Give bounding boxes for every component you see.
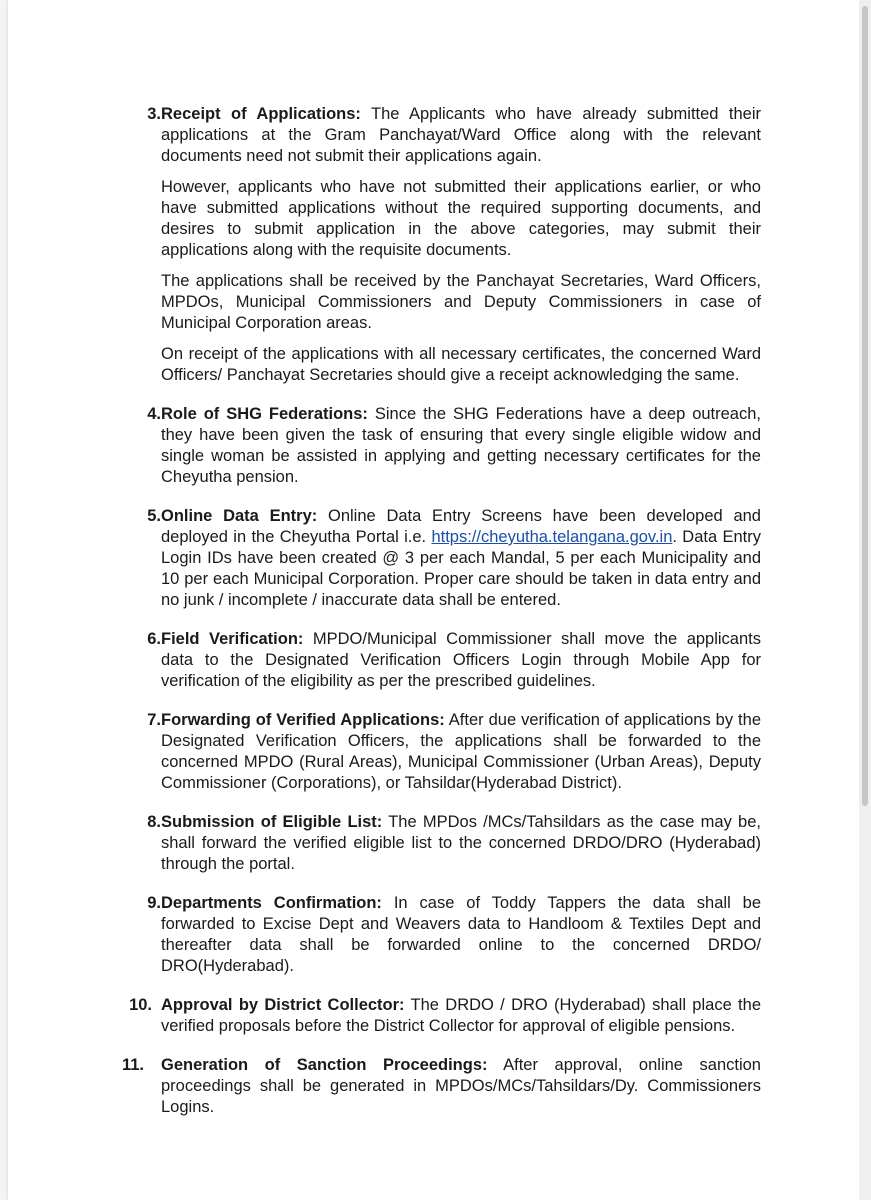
item-paragraph bbox=[161, 812, 761, 875]
item-body: Online Data Entry Screens have been developed and deployed in the Cheyutha Portal i.e. bbox=[161, 507, 761, 546]
list-item-6 bbox=[8, 629, 859, 692]
item-heading: Receipt of Applications: bbox=[161, 105, 361, 123]
list-item-11 bbox=[8, 1055, 859, 1118]
scrollbar-thumb[interactable] bbox=[862, 6, 868, 806]
item-heading: Approval by District Collector: bbox=[161, 996, 405, 1014]
item-number: 11. bbox=[121, 1056, 144, 1074]
item-body: Since the SHG Federations have a deep outreach, they have been given the task of ensuring that every single eligible widow and single woman be assisted in applying and getting necessary certificates for the Cheyutha pension. bbox=[161, 405, 761, 486]
item-body: The Applicants who have already submitted their applications at the Gram Panchayat/Ward Office along with the relevant documents need not submit their applications again. bbox=[161, 105, 761, 165]
item-paragraph bbox=[161, 506, 761, 611]
item-body: The MPDos /MCs/Tahsildars as the case may be, shall forward the verified eligible list to the concerned DRDO/DRO (Hyderabad) through the portal. bbox=[161, 813, 761, 873]
document-page bbox=[8, 0, 859, 1200]
item-number: 3. bbox=[147, 105, 161, 123]
portal-link[interactable]: https://cheyutha.telangana.gov.in bbox=[431, 528, 673, 546]
item-heading: Submission of Eligible List: bbox=[161, 813, 383, 831]
item-paragraph bbox=[161, 404, 761, 488]
item-number: 10. bbox=[129, 996, 152, 1014]
item-number: 7. bbox=[147, 711, 161, 729]
list-item-10 bbox=[8, 995, 859, 1037]
list-item-7 bbox=[8, 710, 859, 794]
item-number: 8. bbox=[147, 813, 161, 831]
item-paragraph bbox=[161, 1055, 761, 1118]
scrollbar-track[interactable] bbox=[859, 0, 871, 1200]
item-heading: Forwarding of Verified Applications: bbox=[161, 711, 445, 729]
item-paragraph bbox=[161, 629, 761, 692]
list-item-9 bbox=[8, 893, 859, 977]
item-heading: Departments Confirmation: bbox=[161, 894, 382, 912]
list-item-8 bbox=[8, 812, 859, 875]
item-body: . Data Entry Login IDs have been created @ 3 per each Mandal, 5 per each Municipality and 10 per each Municipal Corporation. Proper care should be taken in data entry and no junk / incomplete / inaccurate data shall be entered. bbox=[161, 528, 761, 609]
item-paragraph bbox=[161, 710, 761, 794]
item-body: In case of Toddy Tappers the data shall be forwarded to Excise Dept and Weavers data to Handloom & Textiles Dept and thereafter data shall be forwarded online to the concerned DRDO/ DRO(Hyderabad). bbox=[161, 894, 761, 975]
item-number: 4. bbox=[147, 405, 161, 423]
item-number: 6. bbox=[147, 630, 161, 648]
item-paragraph bbox=[161, 104, 761, 167]
item-paragraph-extra: On receipt of the applications with all necessary certificates, the concerned Ward Officers/ Panchayat Secretaries should give a receipt acknowledging the same. bbox=[161, 345, 761, 384]
item-body: The DRDO / DRO (Hyderabad) shall place the verified proposals before the District Collector for approval of eligible pensions. bbox=[161, 996, 761, 1035]
item-paragraph-extra: However, applicants who have not submitted their applications earlier, or who have submitted applications without the required supporting documents, and desires to submit application in the above categories, may submit their applications along with the requisite documents. bbox=[161, 178, 761, 259]
item-number: 9. bbox=[147, 894, 161, 912]
item-body: MPDO/Municipal Commissioner shall move the applicants data to the Designated Verification Officers Login through Mobile App for verification of the eligibility as per the prescribed guidelines. bbox=[161, 630, 761, 690]
list-item-3 bbox=[8, 104, 859, 386]
item-heading: Field Verification: bbox=[161, 630, 304, 648]
item-paragraph bbox=[161, 893, 761, 977]
item-number: 5. bbox=[147, 507, 161, 525]
item-paragraph bbox=[161, 995, 761, 1037]
item-heading: Online Data Entry: bbox=[161, 507, 318, 525]
list-item-4 bbox=[8, 404, 859, 488]
item-paragraph-extra: The applications shall be received by the Panchayat Secretaries, Ward Officers, MPDOs, Municipal Commissioners and Deputy Commissioners in case of Municipal Corporation areas. bbox=[161, 272, 761, 332]
item-heading: Generation of Sanction Proceedings: bbox=[161, 1056, 488, 1074]
list-item-5 bbox=[8, 506, 859, 611]
item-heading: Role of SHG Federations: bbox=[161, 405, 368, 423]
document-content bbox=[8, 104, 859, 1136]
item-body: After due verification of applications by the Designated Verification Officers, the applications shall be forwarded to the concerned MPDO (Rural Areas), Municipal Commissioner (Urban Areas), Deputy Commissioner (Corporations), or Tahsildar(Hyderabad District). bbox=[161, 711, 761, 792]
item-body: After approval, online sanction proceedings shall be generated in MPDOs/MCs/Tahsildars/Dy. Commissioners Logins. bbox=[161, 1056, 761, 1116]
